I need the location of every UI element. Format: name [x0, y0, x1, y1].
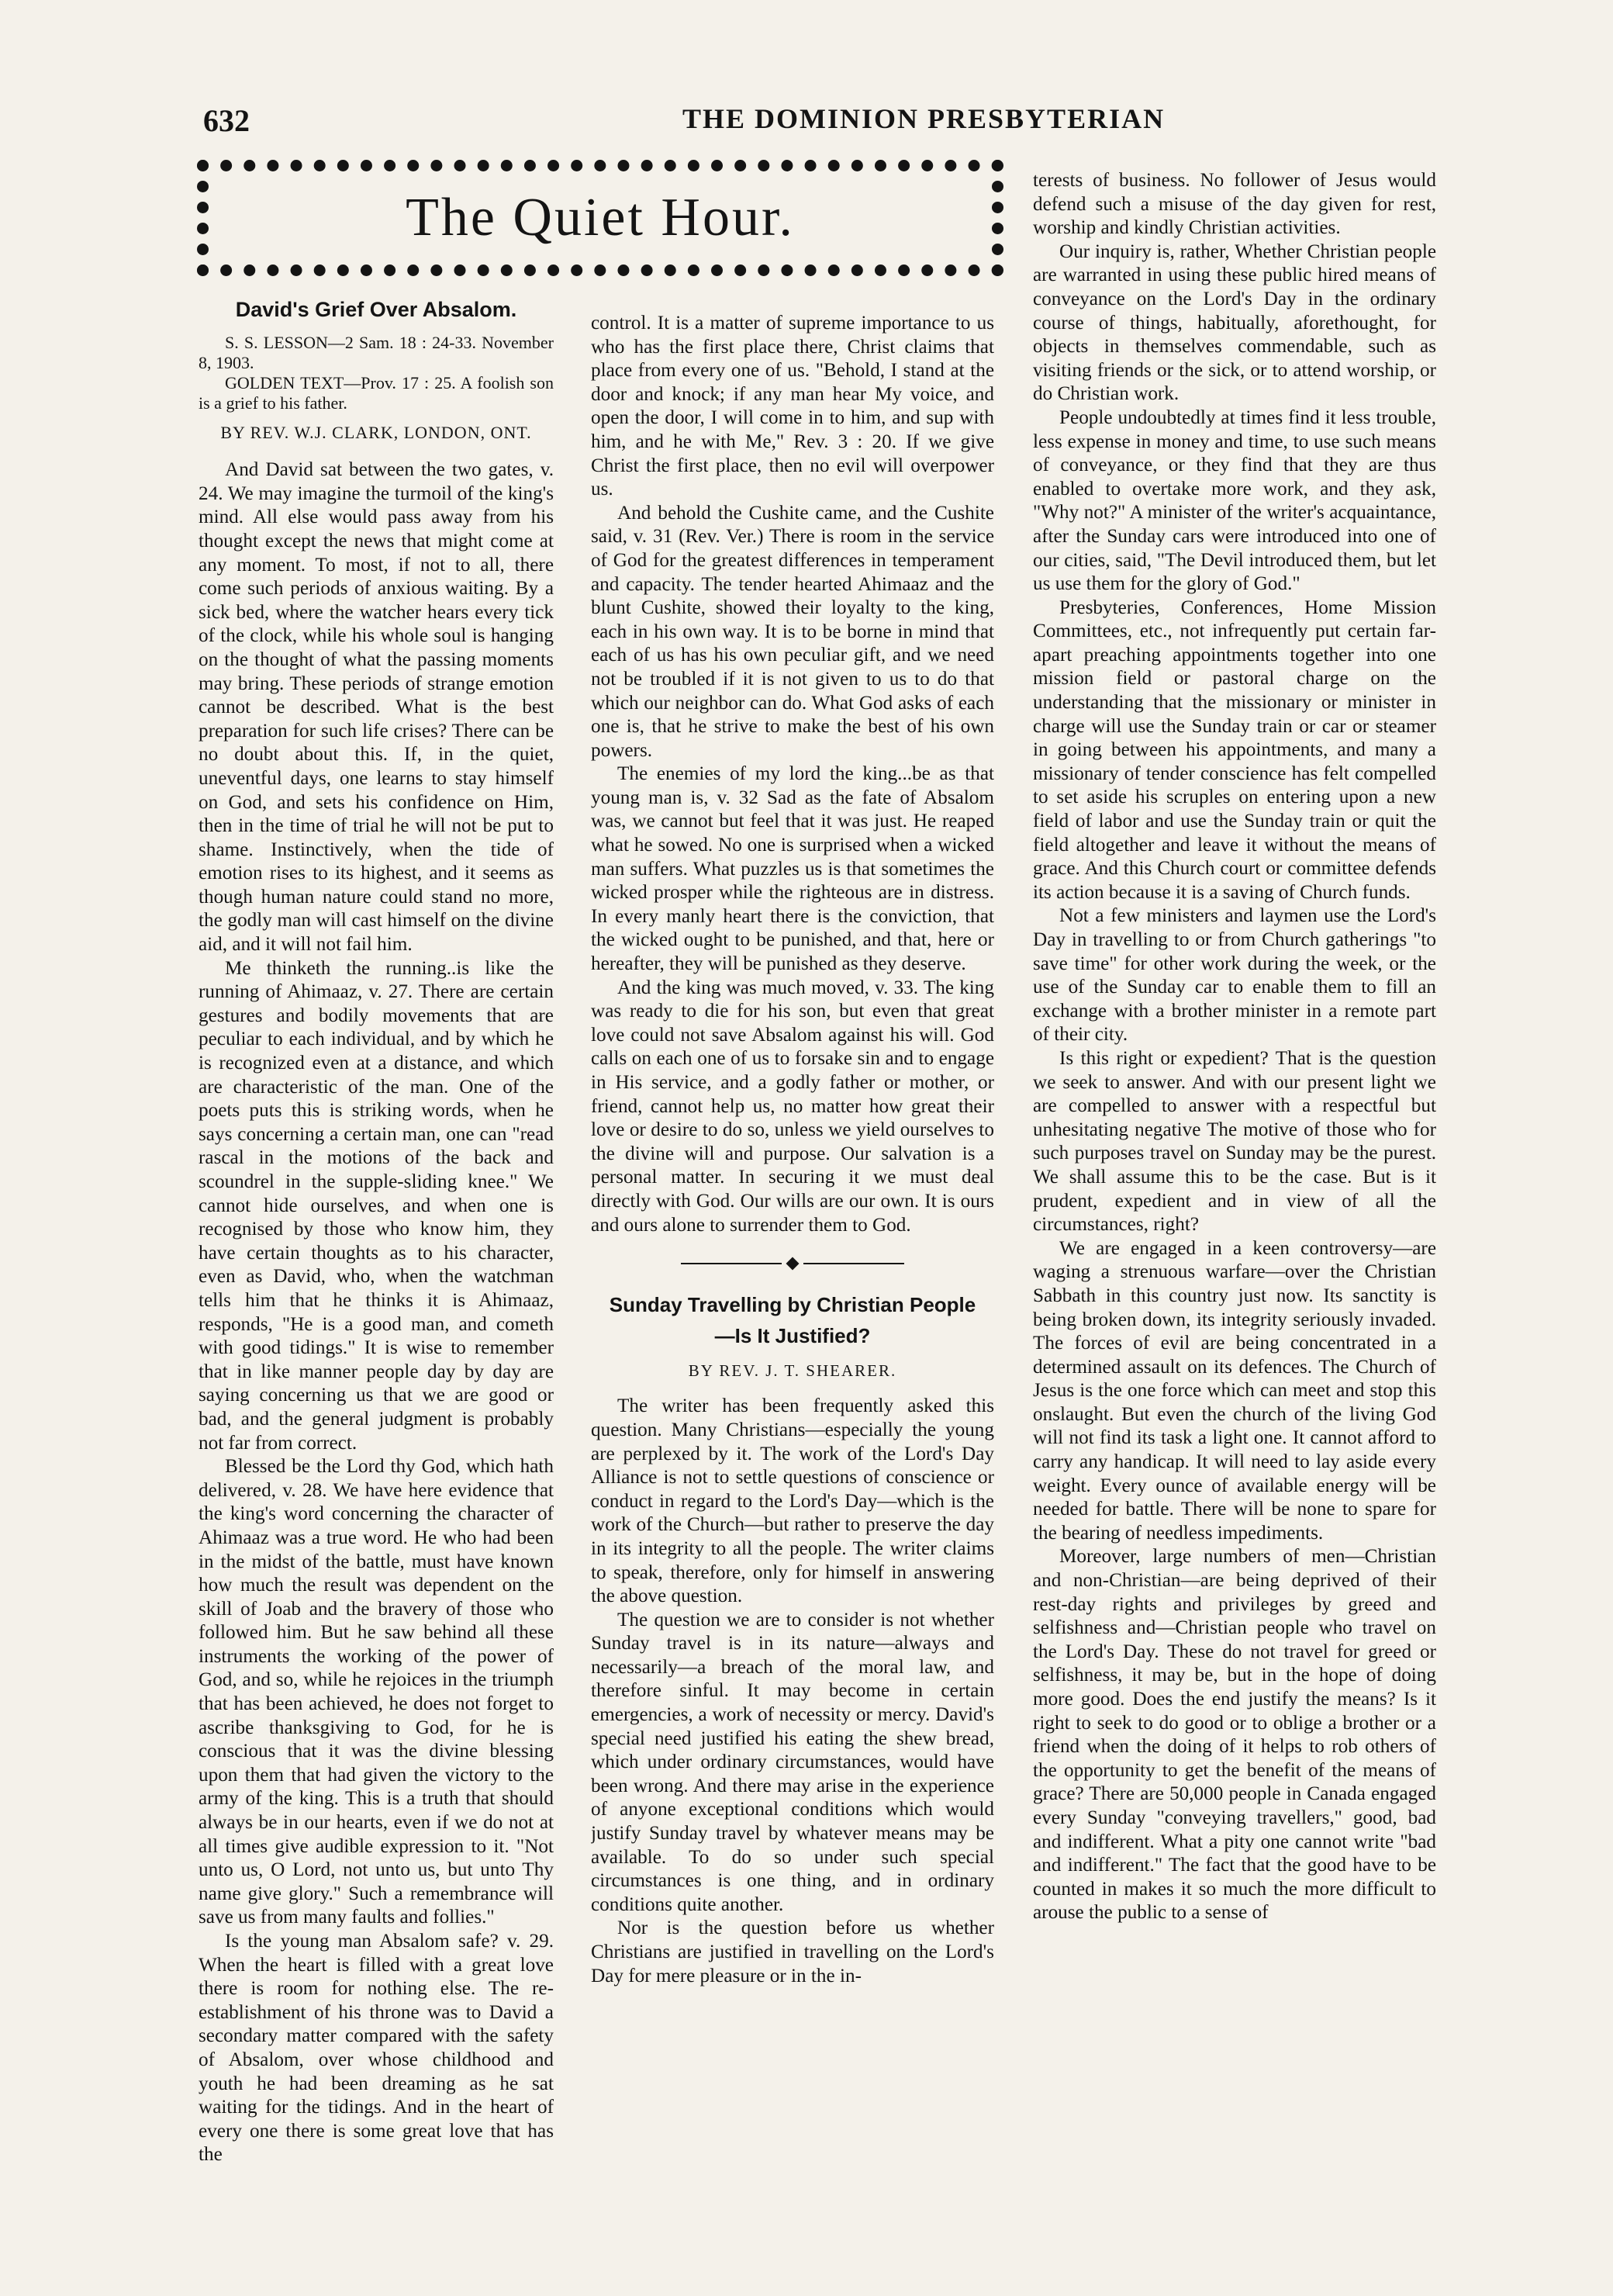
paragraph: And the king was much moved, v. 33. The king was ready to die for his son, but even that great love could not save Absalom against his will. God calls on each one of us to forsake sin and to engage in His service, and a godly father or mother, or friend, cannot help us, no matter how great their love or desire to do so, unless we yield ourselves to the divine will and purpose. Our salvation is a personal matter. In securing it we must deal directly with God. Our wills are our own. It is ours and ours alone to surrender them to God. — [591, 977, 994, 1236]
paragraph: The writer has been frequently asked this question. Many Christians—especially the young are perplexed by it. The work of the Lord's Day Alliance is not to settle questions of conscience or conduct in regard to the Lord's Day—which is the work of the Church—but rather to preserve the day in its integrity to all the people. The writer claims to speak, therefore, only for himself in answering the above question. — [591, 1395, 994, 1607]
paragraph: Presbyteries, Conferences, Home Mission Committees, etc., not infrequently put certain far-apart preaching appointments together into one mission field or pastoral charge on the understanding that the missionary or minister in charge will use the Sunday train or car or steamer in going between his appointments, and many a missionary of tender conscience has felt compelled to set aside his scruples on entering upon a new field of labor and use the Sunday train or quit the field altogether and leave it without the means of grace. And this Church court or committee defends its action because it is a saving of Church funds. — [1033, 596, 1436, 903]
article-title: David's Grief Over Absalom. — [235, 298, 517, 321]
column-1 — [199, 298, 554, 2237]
paragraph: Nor is the question before us whether Christians are justified in travelling on the Lord's Day for mere pleasure or in the in- — [591, 1917, 994, 1987]
paragraph: Moreover, large numbers of men—Christian and non-Christian—are being deprived of their rest-day rights and privileges by greed and selfishness and—Christian people who travel on the Lord's Day. These do not travel for greed or selfishness, it may be, but in the hope of doing more good. Does the end justify the means? Is it right to seek to do good or to oblige a brother or a friend when the doing of it helps to rob others of the opportunity to get the benefit of the means of grace? There are 50,000 people in Canada engaged every Sunday "conveying travellers," good, bad and indifferent. What a pity one cannot write "bad and indifferent." The fact that the good have to be counted in makes it so much the more difficult to arouse the public to a sense of — [1033, 1546, 1436, 1924]
paragraph: Our inquiry is, rather, Whether Christian people are warranted in using these public hired means of conveyance on the Lord's Day in the ordinary course of things, habitually, aforethought, for objects in themselves commendable, such as visiting friends or the sick, or to attend worship, or do Christian work. — [1033, 240, 1436, 405]
paragraph: The question we are to consider is not whether Sunday travel is in its nature—always and necessarily—a breach of the moral law, and therefore sinful. It may become in certain emergencies, a work of necessity or mercy. David's special need justified his eating the shew bread, which under ordinary circumstances, would have been wrong. And there may arise in the experience of anyone exceptional conditions which would justify Sunday travel by whatever means may be available. To do so under such special circumstances is one thing, and in ordinary conditions quite another. — [591, 1609, 994, 1915]
paragraph: control. It is a matter of supreme importance to us who has the first place there, Christ claims that place from every one of us. "Behold, I stand at the door and knock; if any man hear My voice, and open the door, I will come in to him, and sup with him, and he with Me," Rev. 3 : 20. If we give Christ the first place, then no evil will overpower us. — [591, 313, 994, 500]
column-2 — [591, 312, 994, 2243]
article-title-line-1: Sunday Travelling by Christian People — [609, 1292, 976, 1316]
golden-text: GOLDEN TEXT—Prov. 17 : 25. A foolish son is a grief to his father. — [199, 372, 554, 413]
paragraph: The enemies of my lord the king...be as that young man is, v. 32 Sad as the fate of Absalom was, we cannot but feel that it was just. He reaped what he sowed. No one is surprised when a wicked man suffers. What puzzles us is that sometimes the wicked prosper while the righteous are in distress. In every manly heart there is the conviction, that the wicked ought to be punished, and that, here or hereafter, they will be punished as they deserve. — [591, 763, 994, 975]
journal-title: THE DOMINION PRESBYTERIAN — [682, 103, 1166, 134]
article-byline: BY REV. J. T. SHEARER. — [688, 1361, 897, 1380]
paragraph: Not a few ministers and laymen use the Lord's Day in travelling to or from Church gatherings "to save time" for other work during the week, or the use of the Sunday car to enable them to fill an exchange with a brother minister in a remote part of their city. — [1033, 905, 1436, 1046]
section-title: The Quiet Hour. — [406, 188, 795, 247]
column-3 — [1033, 169, 1436, 2248]
article-separator — [591, 1251, 994, 1275]
paragraph: People undoubtedly at times find it less trouble, less expense in money and time, to use such means of conveyance, or they find that they are thus enabled to overtake more work, and they ask, "Why not?" A minister of the writer's acquaintance, after the Sunday cars were introduced into one of our cities, said, "The Devil introduced them, but let us use them for the glory of God." — [1033, 406, 1436, 595]
article-title — [591, 1289, 994, 1351]
paragraph: Me thinketh the running..is like the running of Ahimaaz, v. 27. There are certain gestures and bodily movements that are peculiar to each individual, and by which he is recognized even at a distance, and which are characteristic of the man. One of the poets puts this is striking words, when he says concerning a certain man, one can "read rascal in the motions of the back and scoundrel in the supple-sliding knee." We cannot hide ourselves, and when one is recognised by those who know him, they have certain thoughts as to his character, even as David, who, when the watchman tells him that he thinks it is Ahimaaz, responds, "He is a good man, and cometh with good tidings." It is wise to remember that in like manner people day by day are saying concerning us that we are good or bad, and the general judgment is probably not far from correct. — [199, 957, 554, 1454]
section-banner — [197, 160, 1003, 276]
lesson-reference: S. S. LESSON—2 Sam. 18 : 24-33. November 8, 1903. — [199, 332, 554, 372]
paragraph: Is the young man Absalom safe? v. 29. When the heart is filled with a great love there is room for nothing else. The re-establishment of his throne was to David a secondary matter compared with the safety of Absalom, over whose childhood and youth he had been dreaming as he sat waiting for the tidings. And in the heart of every one there is some great love that has the — [199, 1931, 554, 2166]
paragraph: terests of business. No follower of Jesus would defend such a misuse of the day given for rest, worship and kindly Christian activities. — [1033, 170, 1436, 239]
page-number: 632 — [203, 103, 250, 138]
paragraph: And behold the Cushite came, and the Cushite said, v. 31 (Rev. Ver.) There is room in the service of God for the greatest differences in temperament and capacity. The tender hearted Ahimaaz and the blunt Cushite, showed their loyalty to the king, each in his own way. It is to be borne in mind that each of us has his own peculiar gift, and we need not be troubled if it is not given to us to do that which our neighbor can do. What God asks of each one is, that he strive to make the best of his own powers. — [591, 502, 994, 761]
paragraph: Blessed be the Lord thy God, which hath delivered, v. 28. We have here evidence that the king's word concerning the character of Ahimaaz was a true word. He who had been in the midst of the battle, must have known how much the result was dependent on the skill of Joab and the bravery of those who followed him. But he saw behind all these instruments the working of the power of God, and so, while he rejoices in the triumph that has been achieved, he does not forget to ascribe thanksgiving to God, for he is conscious that it was the divine blessing upon them that had given the victory to the army of the king. This is a truth that should always be in our hearts, even if we do not at all times give audible expression to it. "Not unto us, O Lord, not unto us, but unto Thy name give glory." Such a remembrance will save us from many faults and follies." — [199, 1456, 554, 1928]
paragraph: And David sat between the two gates, v. 24. We may imagine the turmoil of the king's mind. All else would pass away from his thought except the news that might come at any moment. To most, if not to all, there come such periods of anxious waiting. By a sick bed, where the watcher hears every tick of the clock, while his whole soul is hanging on the thought of what the passing moments may bring. These periods of strange emotion cannot be described. What is the best preparation for such life crises? There can be no doubt about this. If, in the quiet, uneventful days, one learns to stay himself on God, and sets his confidence on Him, then in the time of trial he will not be put to shame. Instinctively, when the tide of emotion rises to its highest, and it seems as though human nature could stand no more, the godly man will cast himself on the divine aid, and it will not fail him. — [199, 459, 554, 956]
article-title-line-2: —Is It Justified? — [714, 1323, 871, 1347]
paragraph: We are engaged in a keen controversy—are waging a strenuous warfare—over the Christian Sabbath in this country just now. Its sanctity is being broken down, its integrity seriously invaded. The forces of evil are being concentrated in a determined assault on its defences. The Church of Jesus is the one force which can meet and stop this onslaught. But even the church of the living God will not find its task a light one. It cannot afford to carry any handicap. It will need to lay aside every weight. Every ounce of available energy will be needed for battle. There will be none to spare for the bearing of needless impediments. — [1033, 1237, 1436, 1544]
article-byline: BY REV. W.J. CLARK, LONDON, ONT. — [220, 422, 532, 442]
paragraph: Is this right or expedient? That is the question we seek to answer. And with our present light we are compelled to answer with a respectful but unhesitating negative The motive of those who for such purposes travel on Sunday may be the purest. We shall assume this to be the case. But is it prudent, expedient and in view of all the circumstances, right? — [1033, 1047, 1436, 1236]
